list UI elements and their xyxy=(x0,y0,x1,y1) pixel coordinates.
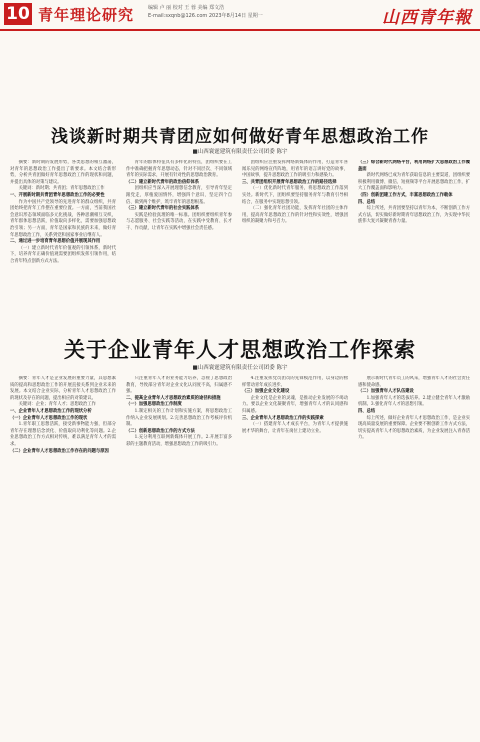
article2-byline: ■山西寰霆建筑有限责任公司团委 陈宇 xyxy=(192,365,288,371)
section-heading: 一、企业青年人才思想政治工作的现状分析 xyxy=(10,408,92,414)
body-paragraph: 摘要：新时期的发展形势，各类思想的相互激荡，对青年的思想政治工作提出了新要求。本文结合新形势，分析共青团做好青年思想政治工作的现状和问题，并提出具体的对策与建议。 xyxy=(10,160,116,185)
body-paragraph: （二）强化青年社团功能，发挥青年社团的主体作用，提高青年思想政治工作的针对性和实效性，增强团组织的凝聚力和号召力。 xyxy=(242,206,348,225)
article1-column-4 xyxy=(358,160,470,310)
section-heading: （二）创新思想政治工作的方式方法 xyxy=(126,428,195,434)
section-heading: （二）建立新时代青年的政治信仰体系 xyxy=(126,179,200,185)
body-paragraph: 作为中国共产党领导的先进青年的群众组织，共青团始终把青年工作摆在重要位置。一方面，当前我国社会意识形态领域面临多元化挑战，各种思潮相互交织，青年群体思想活跃，价值取向多样化，需要加强思想政治引领；另一方面，青年是国家和民族的未来，做好青年思想政治工作，关系到党和国家事业后继有人。 xyxy=(10,199,116,238)
article2-column-2 xyxy=(126,376,232,736)
section-heading: 二、提高企业青年人才思想政治素质的途径和措施 xyxy=(126,395,221,401)
body-paragraph: 只注重青年人才的业务能力培养，忽视了思想政治教育，导致部分青年对企业文化认同度不高，归属感不强。 xyxy=(126,376,232,395)
article1-byline: ■山西寰霆建筑有限责任公司团委 陈宇 xyxy=(192,149,288,155)
body-paragraph: 综上所述，共青团要坚持以青年为本，不断创新工作方式方法，切实做好新时期青年思想政治工作，为实现中华民族伟大复兴凝聚青春力量。 xyxy=(358,206,470,225)
section-heading: （三）加强企业文化建设 xyxy=(242,389,290,395)
body-paragraph: 实践是检验真理的唯一标准。团组织要组织青年参与志愿服务、社会实践等活动，在实践中受教育、长才干、作贡献，让青年在实践中增强社会责任感。 xyxy=(126,212,232,231)
body-paragraph: 企业文化是企业的灵魂，是推动企业发展的不竭动力。要以企业文化凝聚青年，增强青年人才的认同感和归属感。 xyxy=(242,395,348,414)
body-paragraph: 团组织应当深入开展理想信念教育，引导青年坚定跟党走，厚植爱国情怀，增强四个意识、坚定四个自信、做到两个维护，筑牢青年的思想根基。 xyxy=(126,186,232,205)
article1-column-3 xyxy=(242,160,348,310)
newspaper-logo: 山西青年報 xyxy=(382,8,472,28)
section-heading: （四）创新团建工作方式，丰富思想政治工作载体 xyxy=(358,192,453,198)
article2-title: 关于企业青年人才思想政治工作探索 xyxy=(64,338,416,362)
section-heading: （三）建立新时代青年的社会实践体系 xyxy=(126,206,200,212)
article1-column-2 xyxy=(126,160,232,310)
section-heading: （三）综合新时代网络平台，利用网络扩大思想政治工作覆盖面 xyxy=(358,160,470,172)
article2-column-3 xyxy=(242,376,348,736)
body-paragraph: 青年的群体特征具有多样化的特点，团组织要在工作中准确把握青年思想动态，针对不同层次、不同领域青年的实际需求，开展有针对性的思想政治教育。 xyxy=(126,160,232,179)
section-heading: （二）加强青年人才队伍建设 xyxy=(358,389,414,395)
section-heading: 二、通过进一步培育青年思想价值并展现其作用 xyxy=(10,239,101,245)
body-paragraph: 关键词：企业；青年人才；思想政治工作 xyxy=(18,402,96,408)
section-heading: （一）企业青年人才思想政治工作的现状 xyxy=(10,415,88,421)
column-name: 青年理论研究 xyxy=(38,6,135,24)
section-heading: 四、总结 xyxy=(358,199,376,205)
page-number: 10 xyxy=(4,3,32,25)
body-paragraph: 1.制定相关的工作计划和实施方案，将思想政治工作纳入企业发展规划。2.完善思想政治工作考核评价机制。 xyxy=(126,408,232,428)
body-paragraph: 摘要：青年人才是企业发展的重要力量，其思想素质的提高和思想政治工作的开展直接关系到企业未来的发展。本文结合企业实际，分析青年人才思想政治工作的现状及存在的问题，提出相应的对策建议。 xyxy=(10,376,116,401)
body-paragraph: 1.加强青年人才的选拔培养。2.建立健全青年人才激励机制。3.强化青年人才的思想引领。 xyxy=(358,395,470,408)
body-paragraph: 4.注重发挥党员团员的先锋模范作用，以身边的榜样带动青年成长进步。 xyxy=(242,376,348,388)
body-paragraph: （一）优化新时代青年服务，将思想政治工作落到实处。新时代下，团组织要坚持服务青年与教育引导相结合，在服务中实现思想引领。 xyxy=(242,186,348,205)
body-paragraph: 综上所述，做好企业青年人才思想政治工作，是企业实现高质量发展的重要保障。企业要不断创新工作方式方法，切实提高青年人才的思想政治素质，为企业发展注入青春活力。 xyxy=(358,415,470,441)
article2-column-1 xyxy=(10,376,116,736)
body-paragraph: 关键词：新时期；共青团；青年思想政治工作 xyxy=(18,186,105,192)
header-rule xyxy=(0,29,480,31)
article2-column-4 xyxy=(358,376,470,736)
body-paragraph: （一）建立新时代青年价值观的引领体系，新时代下，培养青年正确价值观需要团组织发挥引领作用，结合青年特点创新方式方法。 xyxy=(10,245,116,264)
section-heading: 三、共青团组织开展青年思想政治工作的路径选择 xyxy=(242,179,337,185)
section-heading: 三、企业青年人才思想政治工作的实践探索 xyxy=(242,415,324,421)
body-paragraph: （一）搭建青年人才成长平台，为青年人才提供施展才华的舞台，让青年在岗位上建功立业。 xyxy=(242,422,348,434)
article1-column-1 xyxy=(10,160,116,310)
body-paragraph: 展示新时代青年员工的风采，增强青年人才的社会责任感和使命感。 xyxy=(358,376,470,388)
body-paragraph: 1.充分利用互联网新媒体开展工作。2.开展丰富多彩的主题教育活动，增强思想政治工作的吸引力。 xyxy=(126,435,232,447)
article1-title: 浅谈新时期共青团应如何做好青年思想政治工作 xyxy=(51,127,429,147)
body-paragraph: 1.青年职工思想活跃，接受新事物能力强，但部分青年存在理想信念淡化、价值取向功利化等问题。2.企业思想政治工作方式相对传统，难以满足青年人才的需求。 xyxy=(10,422,116,447)
editor-info: 编辑 卢 丽 校对 王 蓉 美编 郑文浩 xyxy=(148,5,225,11)
page-header xyxy=(0,0,480,30)
section-heading: 四、总结 xyxy=(358,408,376,414)
section-heading: （一）加强思想政治工作制度 xyxy=(126,402,182,408)
date-info: E-mail:sxqnb@126.com 2023年8月14日 星期一 xyxy=(148,13,263,19)
section-heading: 一、开展新时期共青团青年思想政治工作的必要性 xyxy=(10,192,105,198)
body-paragraph: 新时代网络已成为青年获取信息的主要渠道，团组织要积极利用微博、微信、短视频等平台开展思想政治工作，扩大工作覆盖面和影响力。 xyxy=(358,173,470,192)
body-paragraph: 团组织应注重发挥网络新媒体的作用，打造青年喜闻乐见的网络宣传阵地，用青年的语言讲好党的故事、中国故事，提升思想政治工作的吸引力和感染力。 xyxy=(242,160,348,179)
section-heading: （二）企业青年人才思想政治工作存在的问题与原因 xyxy=(10,448,109,454)
